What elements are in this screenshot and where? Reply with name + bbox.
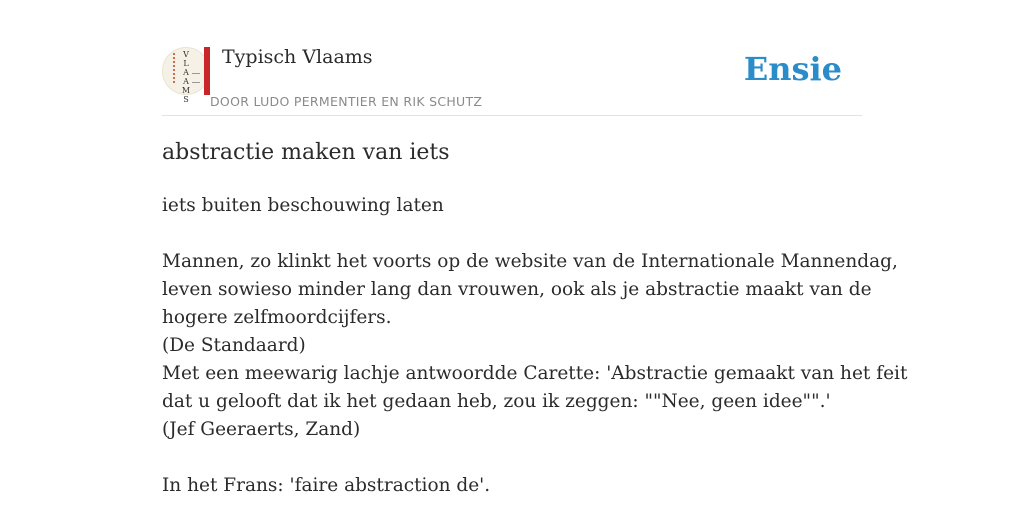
cover-letter: S [183, 95, 189, 104]
cover-letters [181, 50, 191, 104]
cover-letter: A [183, 68, 189, 77]
cover-letter: A [183, 77, 189, 86]
entry-title: abstractie maken van iets [162, 140, 450, 165]
book-title-link[interactable]: Typisch Vlaams [222, 46, 373, 68]
blank-line [162, 220, 862, 248]
ensie-logo[interactable]: Ensie [743, 50, 842, 88]
cover-letter: M [181, 86, 191, 95]
example-line: hogere zelfmoordcijfers. [162, 307, 392, 328]
example-line: dat u gelooft dat ik het gedaan heb, zou ik zeggen: ""Nee, geen idee"".' [162, 391, 831, 412]
source-line: (De Standaard) [162, 335, 306, 356]
cover-spine [204, 47, 210, 95]
cover-ornament [173, 53, 178, 83]
book-cover-image[interactable] [162, 47, 210, 104]
example-line: leven sowieso minder lang dan vrouwen, ook als je abstractie maakt van de [162, 279, 872, 300]
definition-line: iets buiten beschouwing laten [162, 195, 444, 216]
cover-letter: V [183, 50, 189, 59]
blank-line [162, 444, 862, 472]
example-line: Met een meewarig lachje antwoordde Carette: 'Abstractie gemaakt van het feit [162, 363, 908, 384]
header [162, 40, 862, 116]
cover-letter: L [183, 59, 189, 68]
cover-text-lines [192, 73, 200, 83]
note-line: In het Frans: 'faire abstraction de'. [162, 475, 491, 496]
entry-body [162, 192, 908, 500]
example-line: Mannen, zo klinkt het voorts op de website van de Internationale Mannendag, [162, 251, 898, 272]
source-line: (Jef Geeraerts, Zand) [162, 419, 361, 440]
book-authors: DOOR LUDO PERMENTIER EN RIK SCHUTZ [210, 94, 483, 109]
